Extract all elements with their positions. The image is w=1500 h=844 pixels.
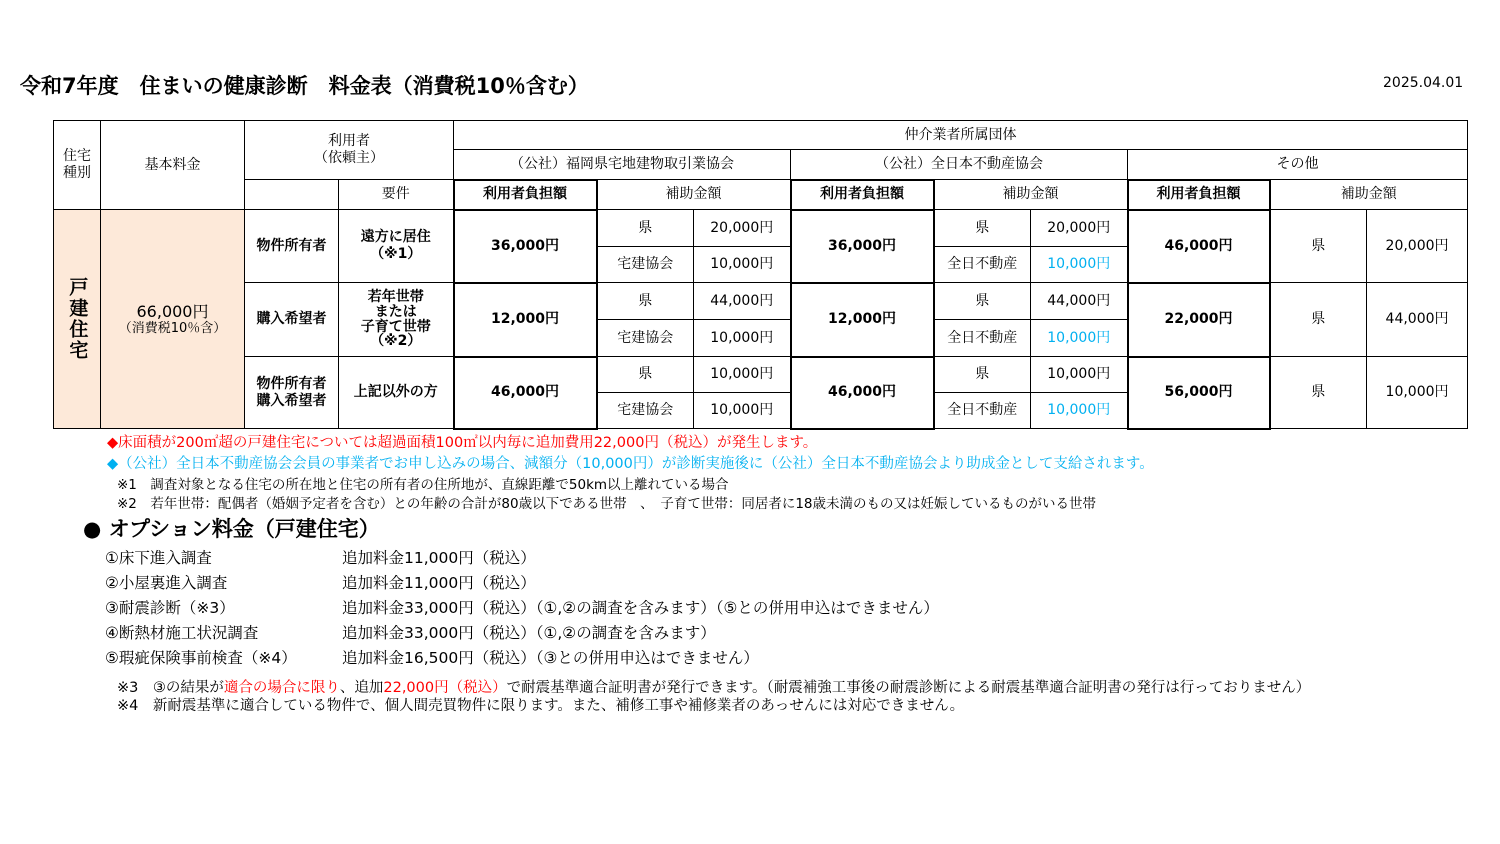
g1-ken-label-row3: 県 (597, 357, 694, 393)
user-type-owner: 物件所有者 (245, 210, 339, 283)
note-1: ※1 調査対象となる住宅の所在地と住宅の所有者の住所地が、直線距離で50km以上離れている場合 (117, 477, 729, 493)
header-requirement: 要件 (339, 180, 454, 210)
g3-ken-amt-row3: 10,000円 (1367, 357, 1468, 429)
header-group-zennichi: （公社）全日本不動産協会 (791, 150, 1128, 180)
g3-ken-label-row2: 県 (1270, 283, 1367, 357)
base-fee-cell (101, 210, 245, 429)
option-1-name: ①床下進入調査 (105, 549, 212, 567)
g2-assoc-label-row1: 全日不動産 (934, 247, 1031, 283)
g2-ken-label-row1: 県 (934, 210, 1031, 247)
g3-ken-label-row3: 県 (1270, 357, 1367, 429)
g2-assoc-amt-row1: 10,000円 (1031, 247, 1128, 283)
g2-ken-amt-row2: 44,000円 (1031, 283, 1128, 320)
header-g2-burden: 利用者負担額 (791, 180, 934, 210)
header-group-fukuoka: （公社）福岡県宅地建物取引業協会 (454, 150, 791, 180)
header-g1-burden: 利用者負担額 (454, 180, 597, 210)
g2-ken-label-row3: 県 (934, 357, 1031, 393)
footnote-3-red2: 22,000円（税込） (383, 680, 507, 696)
category-cell (54, 210, 101, 429)
header-group-other: その他 (1128, 150, 1468, 180)
header-g3-burden: 利用者負担額 (1128, 180, 1270, 210)
g1-ken-label-row1: 県 (597, 210, 694, 247)
option-1-value: 追加料金11,000円（税込） (342, 549, 536, 567)
option-2-name: ②小屋裏進入調査 (105, 574, 228, 592)
requirement-remote: 遠方に居住 （※1） (339, 210, 454, 283)
g2-ken-amt-row3: 10,000円 (1031, 357, 1128, 393)
g3-ken-amt-row2: 44,000円 (1367, 283, 1468, 357)
g2-ken-amt-row1: 20,000円 (1031, 210, 1128, 247)
g1-assoc-label-row1: 宅建協会 (597, 247, 694, 283)
g1-ken-label-row2: 県 (597, 283, 694, 320)
page-title: 令和7年度 住まいの健康診断 料金表（消費税10％含む） (20, 74, 589, 98)
base-amount: 66,000円 (136, 301, 209, 321)
g1-assoc-amt-row3: 10,000円 (694, 393, 791, 429)
g2-burden-row3: 46,000円 (791, 357, 934, 429)
footnote-3-b: 、追加 (339, 680, 384, 696)
option-4-name: ④断熱材施工状況調査 (105, 624, 259, 642)
g3-ken-amt-row1: 20,000円 (1367, 210, 1468, 283)
g1-ken-amt-row3: 10,000円 (694, 357, 791, 393)
g2-assoc-amt-row2: 10,000円 (1031, 320, 1128, 357)
option-4-value: 追加料金33,000円（税込）（①,②の調査を含みます） (342, 624, 716, 642)
fee-table (53, 120, 1468, 430)
header-g3-subsidy: 補助金額 (1270, 180, 1468, 210)
g1-ken-amt-row1: 20,000円 (694, 210, 791, 247)
options-heading: ● オプション料金（戸建住宅） (83, 517, 380, 541)
g3-burden-row3: 56,000円 (1128, 357, 1270, 429)
footnote-3-a: ※3 ③の結果が (117, 680, 224, 696)
user-type-buyer: 購入希望者 (245, 283, 339, 357)
g2-burden-row2: 12,000円 (791, 283, 934, 357)
footnote-4: ※4 新耐震基準に適合している物件で、個人間売買物件に限ります。また、補修工事や補修業者のあっせんには対応できません。 (117, 698, 965, 714)
g1-assoc-amt-row2: 10,000円 (694, 320, 791, 357)
requirement-other: 上記以外の方 (339, 357, 454, 429)
base-tax-note: （消費税10％含） (118, 320, 227, 336)
option-5-value: 追加料金16,500円（税込）（③との併用申込はできません） (342, 649, 759, 667)
option-2-value: 追加料金11,000円（税込） (342, 574, 536, 592)
header-g1-subsidy: 補助金額 (597, 180, 791, 210)
g1-assoc-label-row3: 宅建協会 (597, 393, 694, 429)
user-type-owner-buyer: 物件所有者 購入希望者 (245, 357, 339, 429)
g3-burden-row1: 46,000円 (1128, 210, 1270, 283)
header-g2-subsidy: 補助金額 (934, 180, 1128, 210)
g2-assoc-label-row2: 全日不動産 (934, 320, 1031, 357)
note-2: ※2 若年世帯：配偶者（婚姻予定者を含む）との年齢の合計が80歳以下である世帯 、 子育て世帯：同居者に18歳未満のもの又は妊娠しているものがいる世帯 (117, 496, 1097, 512)
option-5-name: ⑤瑕疵保険事前検査（※4） (105, 649, 297, 667)
requirement-young-family: 若年世帯 または 子育て世帯 （※2） (339, 283, 454, 357)
header-house-type: 住宅 種別 (54, 121, 101, 210)
header-user-spacer (245, 180, 339, 210)
g2-assoc-label-row3: 全日不動産 (934, 393, 1031, 429)
g2-ken-label-row2: 県 (934, 283, 1031, 320)
g2-assoc-amt-row3: 10,000円 (1031, 393, 1128, 429)
footnote-3-red1: 適合の場合に限り (223, 680, 340, 696)
note-zennichi-subsidy: ◆（公社）全日本不動産協会会員の事業者でお申し込みの場合、減額分（10,000円）が診断実施後に（公社）全日本不動産協会より助成金として支給されます。 (107, 456, 1154, 472)
g1-burden-row3: 46,000円 (454, 357, 597, 429)
option-3-name: ③耐震診断（※3） (105, 599, 235, 617)
footnote-3-c: で耐震基準適合証明書が発行できます。（耐震補強工事後の耐震診断による耐震基準適合証明書の発行は行っておりません） (506, 680, 1311, 696)
g1-assoc-amt-row1: 10,000円 (694, 247, 791, 283)
g3-ken-label-row1: 県 (1270, 210, 1367, 283)
note-floor-area: ◆床面積が200㎡超の戸建住宅については超過面積100㎡以内毎に追加費用22,000円（税込）が発生します。 (107, 435, 818, 451)
g1-assoc-label-row2: 宅建協会 (597, 320, 694, 357)
g2-burden-row1: 36,000円 (791, 210, 934, 283)
header-broker-group: 仲介業者所属団体 (454, 121, 1468, 150)
g1-ken-amt-row2: 44,000円 (694, 283, 791, 320)
header-user: 利用者 （依頼主） (245, 121, 454, 180)
issue-date: 2025.04.01 (1383, 75, 1464, 91)
g1-burden-row1: 36,000円 (454, 210, 597, 283)
option-3-value: 追加料金33,000円（税込）（①,②の調査を含みます）（⑤との併用申込はできません） (342, 599, 939, 617)
category-label: 戸建住宅 (66, 277, 89, 361)
g3-burden-row2: 22,000円 (1128, 283, 1270, 357)
header-base-fee: 基本料金 (101, 121, 245, 210)
g1-burden-row2: 12,000円 (454, 283, 597, 357)
